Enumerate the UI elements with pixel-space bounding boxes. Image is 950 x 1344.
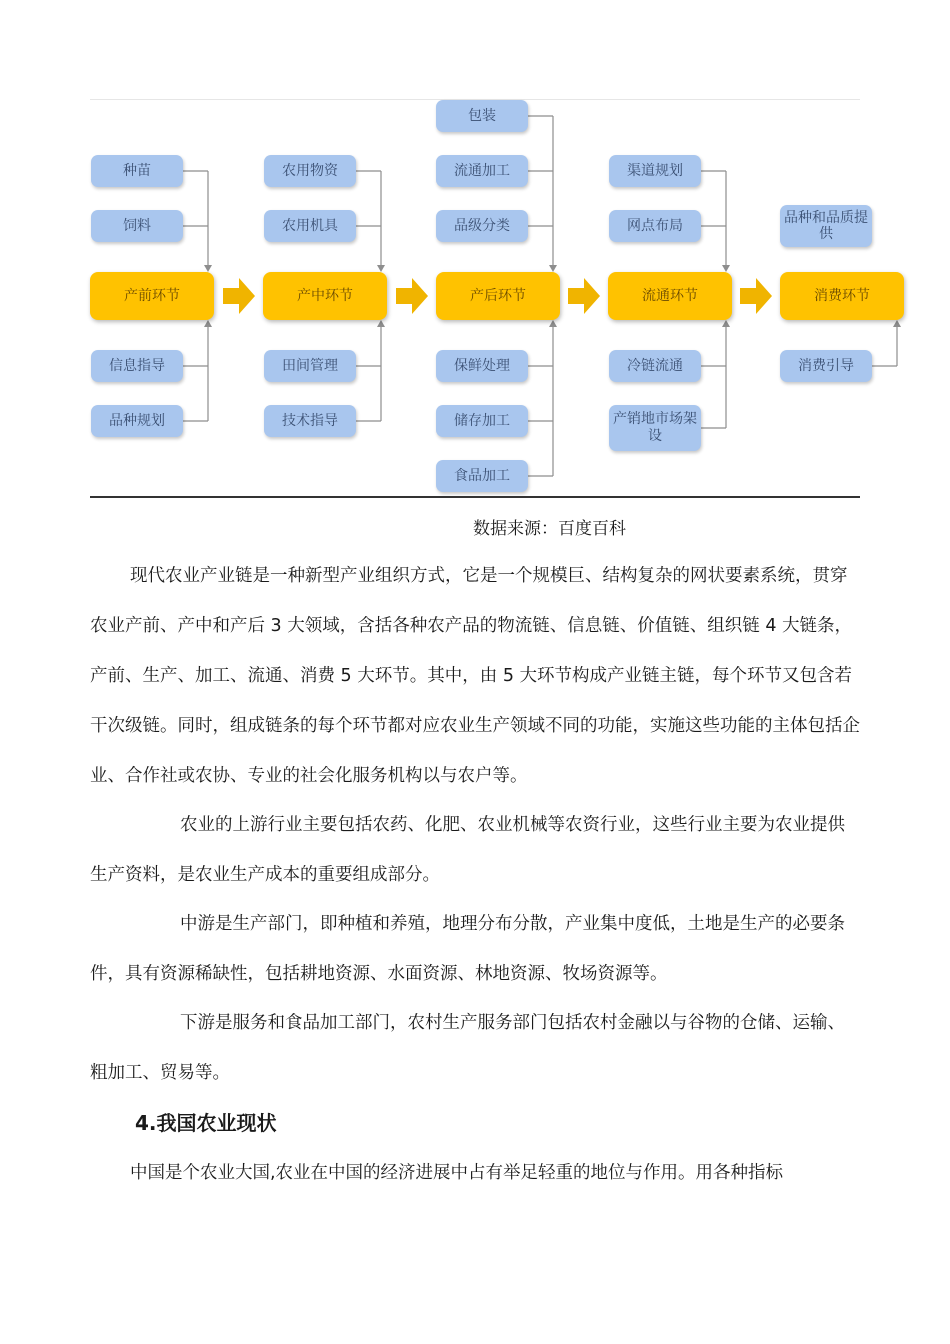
stage-circulation: 流通环节 [608, 272, 732, 320]
sub-packaging: 包装 [436, 100, 528, 132]
arrowhead-down-1 [204, 265, 212, 272]
connector-bottom-3 [528, 327, 553, 476]
flow-arrow-4 [740, 278, 772, 314]
paragraph-midstream: 中游是生产部门，即种植和养殖，地理分布分散，产业集中度低，土地是生产的必要条件，具有资源稀缺性，包括耕地资源、水面资源、林地资源、牧场资源等。 [90, 914, 845, 984]
sub-seedlings: 种苗 [91, 155, 183, 187]
agri-chain-diagram [90, 100, 870, 496]
arrowhead-up-5 [893, 320, 901, 327]
sub-feed: 饲料 [91, 210, 183, 242]
arrowhead-up-2 [377, 320, 385, 327]
stage-production: 产中环节 [263, 272, 387, 320]
section-heading: 4.我国农业现状 [135, 1111, 277, 1135]
arrowhead-down-3 [549, 265, 557, 272]
sub-variety-planning: 品种规划 [91, 405, 183, 437]
sub-market-setup: 产销地市场架设 [609, 405, 701, 451]
paragraph-industry-chain: 现代农业产业链是一种新型产业组织方式，它是一个规模巨、结构复杂的网状要素系统，贯穿农业产前、产中和产后 3 大领域，含括各种农产品的物流链、信息链、价值链、组织链 4 大链条，产前、生产、加工、流通、消费 5 大环节。其中，由 5 大环节构成产业链主链，每个环节又包含若干次级链。同时，组成链条的每个环节都对应农业生产领域不同的功能，实施这些功能的主体包括企业、合作社或农协、专业的社会化服务机构以与农户等。 [90, 566, 860, 786]
flow-arrow-2 [396, 278, 428, 314]
connector-bottom-2 [356, 327, 381, 421]
connector-bottom-4 [701, 327, 726, 428]
connector-top-2 [356, 171, 381, 266]
paragraph-china-agriculture: 中国是个农业大国,农业在中国的经济进展中占有举足轻重的地位与作用。用各种指标 [130, 1163, 784, 1183]
sub-agri-supplies: 农用物资 [264, 155, 356, 187]
sub-outlet-layout: 网点布局 [609, 210, 701, 242]
data-source: 数据来源：百度百科 [473, 519, 626, 539]
paragraph-upstream: 农业的上游行业主要包括农药、化肥、农业机械等农资行业，这些行业主要为农业提供生产资料，是农业生产成本的重要组成部分。 [90, 815, 845, 885]
sub-agri-machinery: 农用机具 [264, 210, 356, 242]
flow-arrow-3 [568, 278, 600, 314]
sub-consumer-guidance: 消费引导 [780, 350, 872, 382]
stage-pre-production: 产前环节 [90, 272, 214, 320]
arrowhead-down-2 [377, 265, 385, 272]
sub-storage-processing: 储存加工 [436, 405, 528, 437]
sub-variety-quality: 品种和品质提供 [780, 205, 872, 247]
connector-top-1 [183, 171, 208, 266]
connector-bottom-5 [872, 327, 897, 366]
arrowhead-up-1 [204, 320, 212, 327]
connector-top-4 [701, 171, 726, 266]
flow-arrow-1 [223, 278, 255, 314]
arrowhead-up-3 [549, 320, 557, 327]
sub-info-guidance: 信息指导 [91, 350, 183, 382]
stage-consumption: 消费环节 [780, 272, 904, 320]
stage-post-production: 产后环节 [436, 272, 560, 320]
arrowhead-up-4 [722, 320, 730, 327]
sub-field-management: 田间管理 [264, 350, 356, 382]
sub-food-processing: 食品加工 [436, 460, 528, 492]
bottom-rule [90, 496, 860, 498]
sub-preservation: 保鲜处理 [436, 350, 528, 382]
arrowhead-down-4 [722, 265, 730, 272]
sub-grading: 品级分类 [436, 210, 528, 242]
connector-bottom-1 [183, 327, 208, 421]
sub-channel-planning: 渠道规划 [609, 155, 701, 187]
paragraph-downstream: 下游是服务和食品加工部门，农村生产服务部门包括农村金融以与谷物的仓储、运输、粗加工、贸易等。 [90, 1013, 845, 1083]
connector-top-3 [528, 116, 553, 266]
sub-cold-chain: 冷链流通 [609, 350, 701, 382]
sub-distribution-processing: 流通加工 [436, 155, 528, 187]
sub-tech-guidance: 技术指导 [264, 405, 356, 437]
